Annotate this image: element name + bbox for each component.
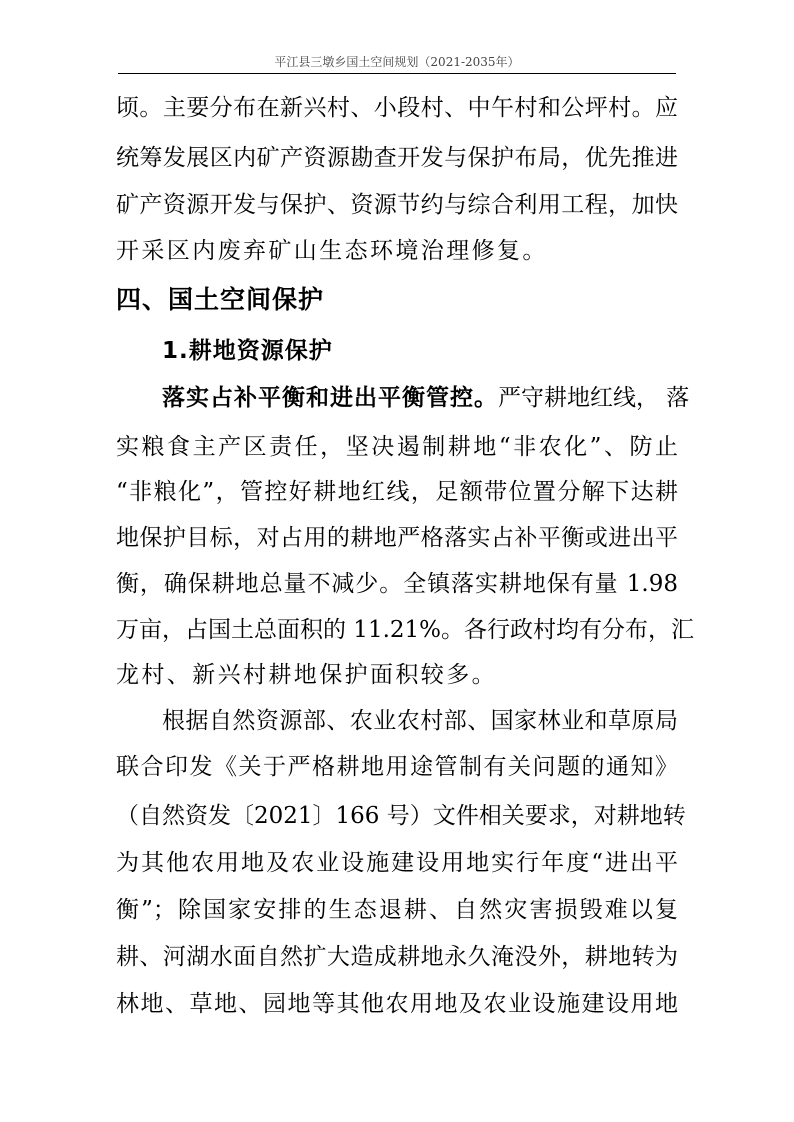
paragraph-line: （自然资发〔2021〕166 号）文件相关要求，对耕地转 <box>116 803 686 829</box>
paragraph-line: 统筹发展区内矿产资源勘查开发与保护布局，优先推进 <box>116 145 678 171</box>
paragraph-line: 实粮食主产区责任，坚决遏制耕地“非农化”、防止 <box>116 434 678 460</box>
bold-lead-in: 落实占补平衡和进出平衡管控。 <box>162 385 498 411</box>
paragraph-line: 根据自然资源部、农业农村部、国家林业和草原局 <box>162 708 678 734</box>
running-header: 平江县三墩乡国土空间规划（2021-2035年） <box>274 55 520 69</box>
paragraph-line <box>162 383 690 413</box>
paragraph-line: 衡，确保耕地总量不减少。全镇落实耕地保有量 1.98 <box>116 571 678 597</box>
paragraph-line: 地保护目标，对占用的耕地严格落实占补平衡或进出平 <box>116 525 678 551</box>
paragraph-line: 开采区内废弃矿山生态环境治理修复。 <box>116 238 548 264</box>
paragraph-line: 衡”；除国家安排的生态退耕、自然灾害损毁难以复 <box>116 897 678 923</box>
line-rest: 严守耕地红线， 落 <box>498 385 690 411</box>
paragraph-line: 为其他农用地及农业设施建设用地实行年度“进出平 <box>116 850 678 876</box>
paragraph-line: 万亩，占国土总面积的 11.21%。各行政村均有分布，汇 <box>116 617 695 643</box>
paragraph-line: 联合印发《关于严格耕地用途管制有关问题的通知》 <box>116 754 678 780</box>
paragraph-line: 矿产资源开发与保护、资源节约与综合利用工程，加快 <box>116 192 678 218</box>
paragraph-line: 林地、草地、园地等其他农用地及农业设施建设用地 <box>116 991 678 1017</box>
header-rule <box>118 73 676 74</box>
paragraph-line: 顷。主要分布在新兴村、小段村、中午村和公坪村。应 <box>116 95 678 121</box>
paragraph-line: “非粮化”，管控好耕地红线，足额带位置分解下达耕 <box>116 479 678 505</box>
paragraph-line: 龙村、新兴村耕地保护面积较多。 <box>116 662 497 688</box>
paragraph-line: 耕、河湖水面自然扩大造成耕地永久淹没外，耕地转为 <box>116 944 678 970</box>
section-heading: 四、国土空间保护 <box>116 285 325 314</box>
subsection-heading: 1.耕地资源保护 <box>162 338 333 364</box>
